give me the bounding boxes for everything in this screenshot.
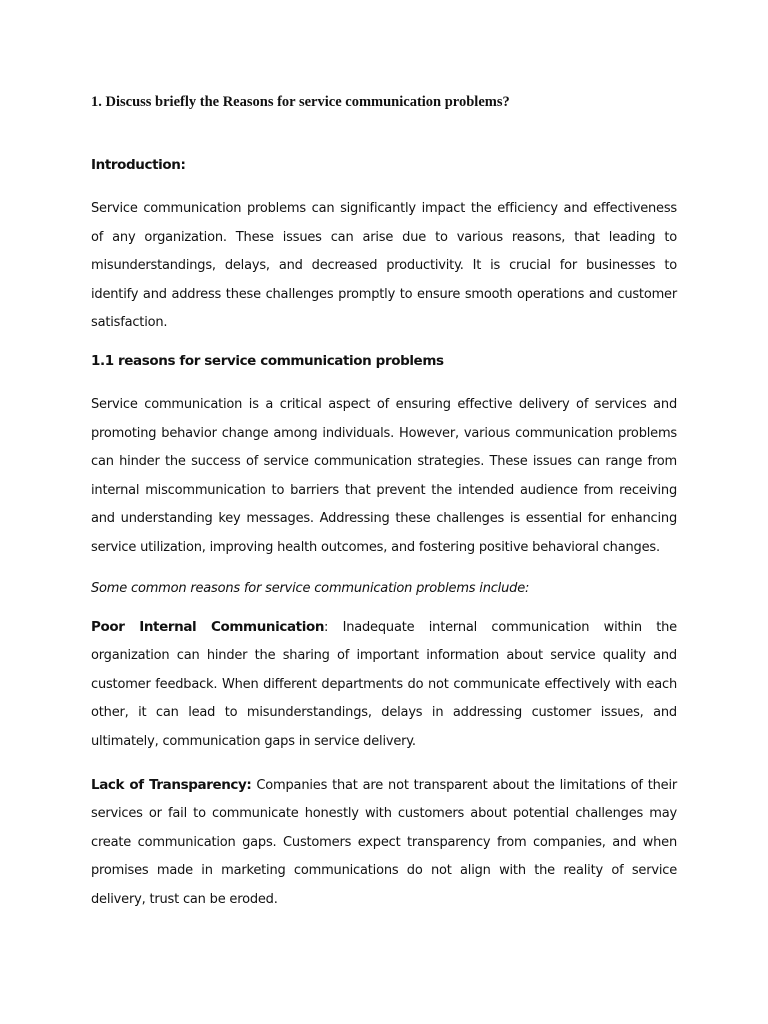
- question-title: 1. Discuss briefly the Reasons for service communication problems?: [91, 94, 510, 110]
- section-heading: 1.1 reasons for service communication problems: [91, 352, 444, 369]
- reason-text: Inadequate internal communication within the organization can hinder the sharing of important information about service quality and customer feedback. When different departments do not communicate effectively with each other, it can lead to misunderstandings, delays in addressing customer issues, and ultimately, communication gaps in service delivery.: [91, 619, 677, 749]
- section-paragraph: Service communication is a critical aspect of ensuring effective delivery of services and promoting behavior change among individuals. However, various communication problems can hinder the success of service communication strategies. These issues can range from internal miscommunication to barriers that prevent the intended audience from receiving and understanding key messages. Addressing these challenges is essential for enhancing service utilization, improving health outcomes, and fostering positive behavioral changes.: [91, 396, 677, 555]
- introduction-heading: Introduction:: [91, 157, 186, 173]
- reason-paragraph: [91, 613, 677, 757]
- introduction-paragraph: Service communication problems can significantly impact the efficiency and effectiveness of any organization. These issues can arise due to various reasons, that leading to misunderstandings, delays, and decreased productivity. It is crucial for businesses to identify and address these challenges promptly to ensure smooth operations and customer satisfaction.: [91, 201, 677, 331]
- common-reasons-intro: Some common reasons for service communication problems include:: [91, 580, 530, 596]
- reason-separator: :: [324, 619, 343, 635]
- reason-text: Companies that are not transparent about the limitations of their services or fail to communicate honestly with customers about potential challenges may create communication gaps. Customers expect transparency from companies, and when promises made in marketing communications do not align with the reality of service delivery, trust can be eroded.: [91, 777, 678, 907]
- reason-paragraph: [91, 771, 677, 915]
- document-content: [91, 91, 677, 914]
- reason-term: Poor Internal Communication: [91, 618, 325, 635]
- reason-term: Lack of Transparency:: [91, 776, 252, 793]
